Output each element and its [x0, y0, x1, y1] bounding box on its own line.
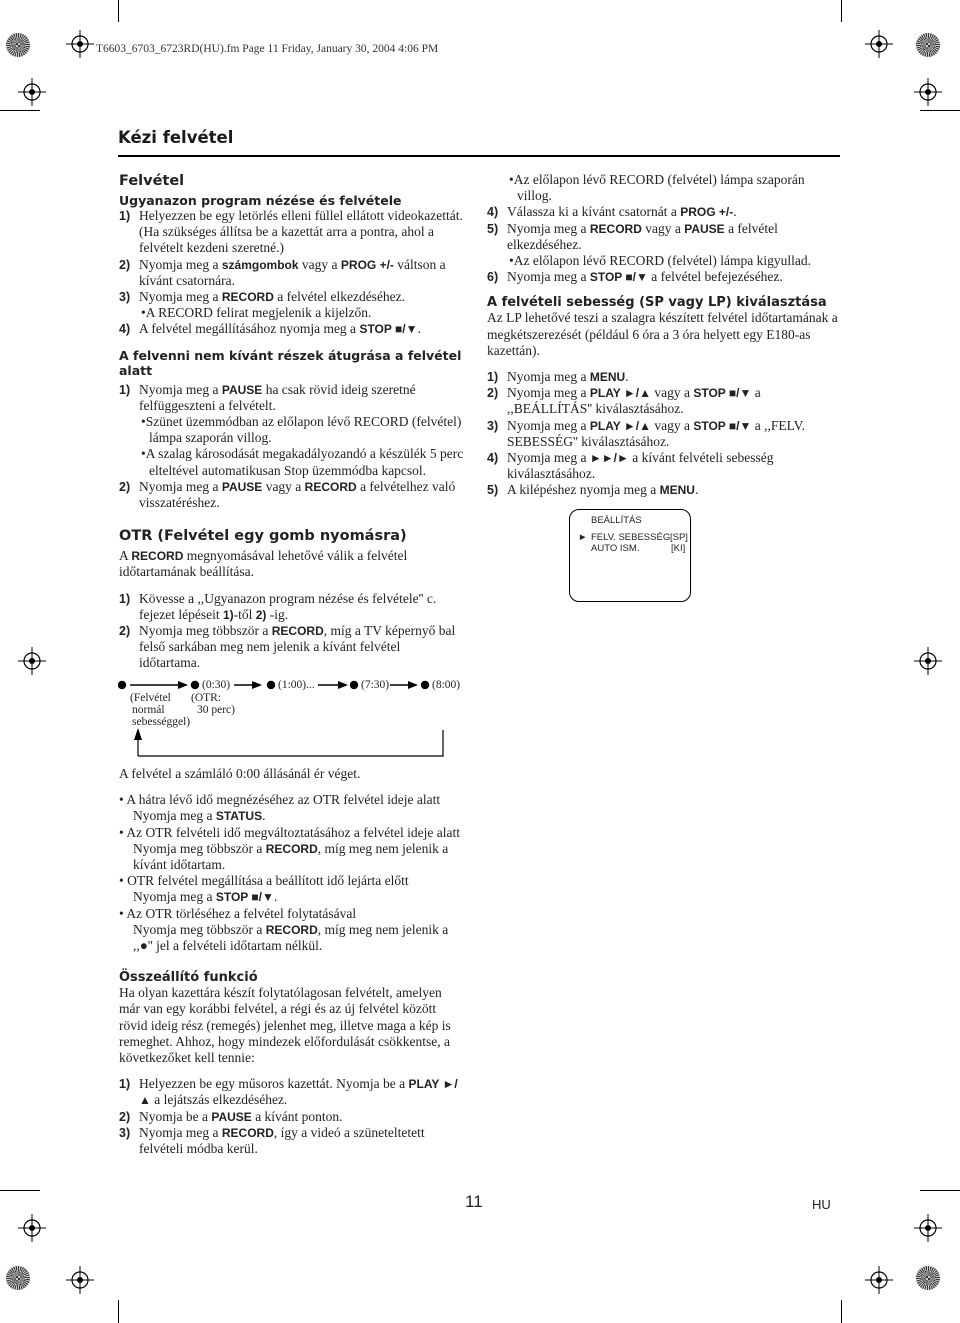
- title-rule: [118, 155, 840, 157]
- speed-step-4: 4) Nyomja meg a ►►/► a kívánt felvételi sebesség kiválasztásához.: [487, 450, 774, 482]
- left-column: [119, 172, 464, 672]
- crop-mark: [841, 0, 842, 22]
- crop-mark: [118, 1300, 119, 1323]
- color-registration-mark: [6, 33, 30, 57]
- otr-step-2: 2) Nyomja meg többször a RECORD, míg a TV képernyő bal felső sarkában meg nem jelenik a kívánt felvétel időtartama.: [119, 623, 456, 671]
- speed-step-5: 5) A kilépéshez nyomja meg a MENU.: [487, 482, 699, 498]
- diagram-note: (Felvétel: [130, 692, 171, 704]
- speed-step-2: 2) Nyomja meg a PLAY ►/▲ vagy a STOP ■/▼ a ,,BEÁLLÍTÁS'' kiválasztásához.: [487, 385, 761, 417]
- otr-bullet-3: • OTR felvétel megállítása a beállított idő lejárta előtt Nyomja meg a STOP ■/▼.: [119, 873, 409, 905]
- step-3: 3) Nyomja meg a RECORD a felvétel elkezdéséhez.: [119, 289, 406, 305]
- speed-step-1: 1) Nyomja meg a MENU.: [487, 369, 629, 385]
- ossz-step-1: 1) Helyezzen be egy műsoros kazettát. Nyomja be a PLAY ►/▲ a lejátszás elkezdéséhez.: [119, 1076, 458, 1108]
- pause-step-2: 2) Nyomja meg a PAUSE vagy a RECORD a felvételhez való visszatéréshez.: [119, 478, 456, 511]
- diagram-note: normál: [132, 704, 165, 716]
- crop-mark: [920, 1190, 960, 1191]
- crosshair-mark: [914, 78, 942, 106]
- page-title: Kézi felvétel: [118, 128, 234, 147]
- record-lamp-note: •Az előlapon lévő RECORD (felvétel) lámpa szaporán villog.: [509, 172, 805, 204]
- otr-sequence-diagram: [118, 678, 463, 760]
- file-header: T6603_6703_6723RD(HU).fm Page 11 Friday, January 30, 2004 4:06 PM: [96, 43, 439, 55]
- crosshair-mark: [914, 647, 942, 675]
- crosshair-mark: [66, 1266, 94, 1294]
- otr-bullet-1: • A hátra lévő idő megnézéséhez az OTR felvétel ideje alatt Nyomja meg a STATUS.: [119, 792, 441, 824]
- speed-intro: Az LP lehetővé teszi a szalagra készített felvétel időtartamának a megkétszerezését (például 6 óra a 3 óra helyett egy E180-as kazettán).: [487, 310, 838, 358]
- speed-step-3: 3) Nyomja meg a PLAY ►/▲ vagy a STOP ■/▼ a ,,FELV. SEBESSÉG'' kiválasztásához.: [487, 417, 805, 449]
- otr-step-1: 1) Kövesse a ,,Ugyanazon program nézése és felvétele'' c. fejezet lépéseit 1)-től 2) -ig.: [119, 590, 437, 622]
- setup-menu-screen: [569, 509, 691, 602]
- crop-mark: [920, 110, 960, 111]
- section-heading-otr: OTR (Felvétel egy gomb nyomásra): [119, 528, 407, 545]
- ossz-step-3: 3) Nyomja meg a RECORD, így a videó a szüneteltetett felvételi módba kerül.: [119, 1124, 425, 1157]
- otr-step-label: (0:30): [202, 679, 231, 691]
- left-column-lower: [119, 766, 464, 1157]
- menu-item-label: AUTO ISM.: [591, 543, 640, 554]
- subheading-ugyanazon: Ugyanazon program nézése és felvétele: [119, 193, 402, 208]
- subheading-atugras: A felvenni nem kívánt részek átugrása a felvétel alatt: [119, 347, 462, 378]
- color-registration-mark: [916, 1266, 940, 1290]
- otr-step-label: (1:00)...: [278, 679, 315, 691]
- menu-cursor-icon: ►: [578, 532, 588, 543]
- otr-end-note: A felvétel a számláló 0:00 állásánál ér véget.: [119, 766, 361, 781]
- crosshair-mark: [865, 1266, 893, 1294]
- crosshair-mark: [18, 647, 46, 675]
- crosshair-mark: [865, 30, 893, 58]
- ossz-step-2: 2) Nyomja be a PAUSE a kívánt ponton.: [119, 1108, 343, 1124]
- section-heading-osszeallito: Összeállító funkció: [119, 970, 258, 986]
- crop-mark: [0, 1190, 40, 1191]
- menu-item-label: FELV. SEBESSÉG: [591, 532, 671, 543]
- color-registration-mark: [916, 33, 940, 57]
- otr-step-label: (7:30): [361, 679, 390, 691]
- pause-note-2: •A szalag károsodását megakadályozandó a készülék 5 perc elteltével automatikusan Stop üzemmódba kapcsol.: [141, 446, 464, 478]
- diagram-note: (OTR:: [191, 692, 222, 704]
- pause-step-1: 1) Nyomja meg a PAUSE ha csak rövid ideig szeretné felfüggeszteni a felvételt.: [119, 381, 416, 413]
- otr-bullet-2: • Az OTR felvételi idő megváltoztatásához a felvétel ideje alatt Nyomja meg többször a RECORD, míg meg nem jelenik a kívánt időtartam.: [119, 824, 460, 873]
- otr-step-label: (8:00): [432, 679, 461, 691]
- crosshair-mark: [66, 30, 94, 58]
- menu-item-value: [KI]: [671, 543, 686, 554]
- step-1: 1) Helyezzen be egy letörlés elleni füllel ellátott videokazettát. (Ha szükséges állítsa be a kazettát arra a pontra, ahol a felvételt kezdeni szeretné.): [119, 208, 463, 256]
- step-r4: 4) Válassza ki a kívánt csatornát a PROG +/-.: [487, 204, 737, 220]
- step-2: 2) Nyomja meg a számgombok vagy a PROG +/- váltson a kívánt csatornára.: [119, 256, 446, 288]
- step-4: 4) A felvétel megállításához nyomja meg a STOP ■/▼.: [119, 321, 421, 337]
- crop-mark: [841, 1300, 842, 1323]
- section-heading-felvetel: Felvétel: [119, 173, 185, 189]
- right-column: [487, 172, 842, 499]
- otr-bullet-4: • Az OTR törléséhez a felvétel folytatásával Nyomja meg többször a RECORD, míg meg nem jelenik a ,,●'' jel a felvételi időtartam nélkül.: [119, 905, 449, 954]
- diagram-note: 30 perc): [197, 704, 235, 716]
- step-r6: 6) Nyomja meg a STOP ■/▼ a felvétel befejezéséhez.: [487, 269, 783, 285]
- language-code: HU: [812, 1197, 831, 1212]
- crop-mark: [118, 0, 119, 22]
- otr-intro: A RECORD megnyomásával lehetővé válik a felvétel időtartamának beállítása.: [119, 548, 408, 580]
- crosshair-mark: [18, 78, 46, 106]
- osszeallito-text: Ha olyan kazettára készít folytatólagosan felvételt, amelyen már van egy korábbi felvétel, a régi és az új felvétel között rövid ideig rész (remegés) jelenhet meg, illetve maga a kép is remeghet. Ahhoz, hogy mindezek előfordulását csökkentse, a következőket kell tennie:: [119, 985, 451, 1066]
- step-3-note: •A RECORD felirat megjelenik a kijelzőn.: [141, 305, 372, 321]
- color-registration-mark: [6, 1266, 30, 1290]
- pause-note-1: •Szünet üzemmódban az előlapon lévő RECORD (felvétel) lámpa szaporán villog.: [141, 414, 462, 446]
- record-lamp-on-note: •Az előlapon lévő RECORD (felvétel) lámpa kigyullad.: [509, 253, 812, 269]
- step-r5: 5) Nyomja meg a RECORD vagy a PAUSE a felvétel elkezdéséhez.: [487, 220, 778, 252]
- menu-title: BEÁLLÍTÁS: [591, 515, 642, 526]
- crosshair-mark: [18, 1214, 46, 1242]
- section-heading-sebesseg: A felvételi sebesség (SP vagy LP) kiválasztása: [487, 295, 827, 311]
- page-number: 11: [465, 1192, 483, 1211]
- diagram-note: sebességgel): [132, 716, 191, 728]
- crosshair-mark: [914, 1214, 942, 1242]
- crop-mark: [0, 110, 40, 111]
- menu-item-value: [SP]: [670, 532, 688, 543]
